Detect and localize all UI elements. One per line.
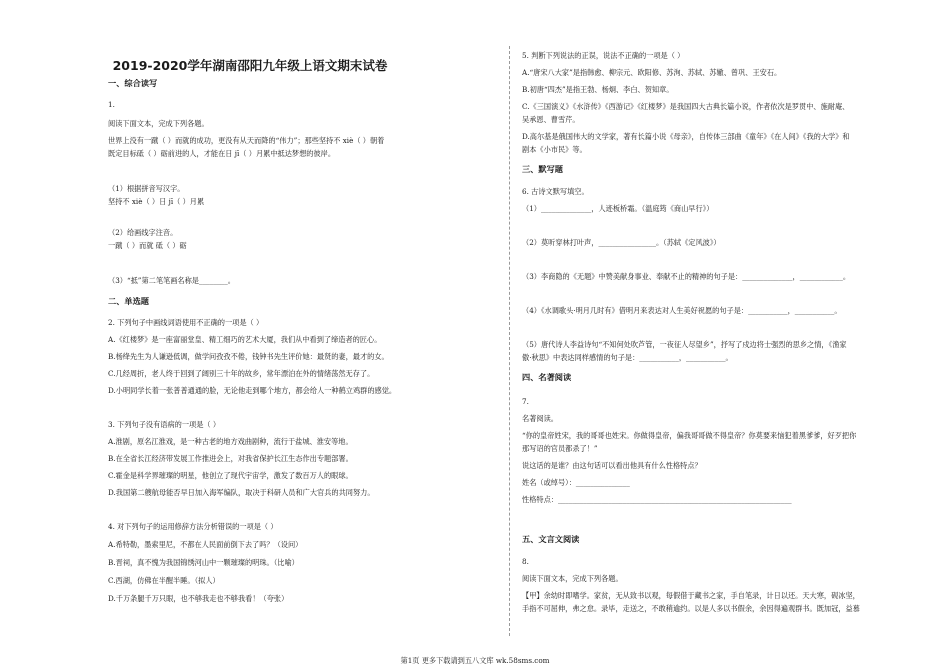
question-intro: 阅读下面文本，完成下列各题。 bbox=[522, 574, 623, 583]
option-b: B.在全省长江经济带发展工作推进会上，对我省保护长江生态作出专题部署。 bbox=[108, 454, 353, 463]
question-number: 7. bbox=[522, 397, 529, 406]
passage-line: 手指不可屈伸，弗之怠。录毕，走送之，不敢稍逾约。以是人多以书假余，余因得遍观群书。既加冠，益慕 bbox=[522, 604, 860, 613]
section-heading: 二、单选题 bbox=[108, 296, 149, 306]
left-column bbox=[108, 0, 498, 642]
right-column bbox=[522, 0, 922, 642]
section-heading: 三、默写题 bbox=[522, 164, 563, 174]
passage-line: 世界上没有一蹴（ ）而就的成功，更没有从天而降的“伟力”；那些坚持不 xiè（ ）朝着 bbox=[108, 136, 385, 145]
section-heading: 五、文言文阅读 bbox=[522, 534, 580, 544]
option-b: B.晋祠，真不愧为我国锦绣河山中一颗璀璨的明珠。（比喻） bbox=[108, 558, 299, 567]
option-c: C.《三国演义》《水浒传》《西游记》《红楼梦》是我国四大古典长篇小说，作者依次是罗贯中、施耐庵、 bbox=[522, 102, 850, 111]
option-d: D.高尔基是俄国伟大的文学家，著有长篇小说《母亲》，自传体三部曲《童年》《在人间》《我的大学》和 bbox=[522, 132, 850, 141]
option-c: C.西湖，仿佛在半醒半睡。（拟人） bbox=[108, 576, 220, 585]
option-b: B.初唐“四杰”是指王勃、杨炯、李白、贺知章。 bbox=[522, 85, 674, 94]
option-b: B.杨绛先生为人谦逊低调，做学问孜孜不倦，钱钟书先生评价她：最贤的妻，最才的女。 bbox=[108, 352, 389, 361]
fill-blank-cont: 傲·秋思》中表达同样感情的句子是：___________，___________。 bbox=[522, 353, 733, 362]
question-intro: 名著阅读。 bbox=[522, 414, 558, 423]
fill-blank: （4）《水调歌头·明月几时有》借明月来表达对人生美好祝愿的句子是：___________，___________。 bbox=[522, 306, 842, 315]
option-d: D.我国第二艘航母能否早日加入海军编队，取决于科研人员和广大官兵的共同努力。 bbox=[108, 488, 375, 497]
section-heading: 四、名著阅读 bbox=[522, 372, 572, 382]
option-a: A.淮剧，原名江淮戏，是一种古老的地方戏曲剧种，流行于盐城、淮安等地。 bbox=[108, 437, 353, 446]
option-d-cont: 剧本《小市民》等。 bbox=[522, 145, 587, 154]
option-a: A.希特勒，墨索里尼，不都在人民面前倒下去了吗？（设问） bbox=[108, 540, 303, 549]
sub-question: （1）根据拼音写汉字。 bbox=[108, 184, 185, 193]
question-number: 8. bbox=[522, 557, 529, 566]
option-d: D.小明同学长着一张普普通通的脸，无论他走到哪个地方，都会给人一种鹤立鸡群的感觉。 bbox=[108, 386, 397, 395]
sub-question-blank: 坚持不 xiè（ ）日 jī（ ）月累 bbox=[108, 197, 205, 206]
sub-question: （2）给画线字注音。 bbox=[108, 228, 178, 237]
passage-line: 既定目标砥（ ）砺前进的人，才能在日 jī（ ）月累中抵达梦想的彼岸。 bbox=[108, 149, 336, 158]
section-heading: 一、综合读写 bbox=[108, 78, 158, 88]
answer-name-line: 姓名（或绰号）：_______________ bbox=[522, 478, 630, 487]
question-stem: 3. 下列句子没有语病的一项是（ ） bbox=[108, 420, 221, 429]
question-stem: 4. 对下列句子的运用修辞方法分析错误的一项是（ ） bbox=[108, 522, 278, 531]
page-title: 2019-2020学年湖南邵阳九年级上语文期末试卷 bbox=[112, 58, 388, 73]
option-a: A.“唐宋八大家”是指韩愈、柳宗元、欧阳修、苏洵、苏轼、苏辙、曾巩、王安石。 bbox=[522, 68, 782, 77]
fill-blank: （5）唐代诗人李益诗句“不知何处吹芦管，一夜征人尽望乡”，抒写了戍边将士强烈的思乡之情，《渔家 bbox=[522, 340, 847, 349]
option-d: D.千万条腿千万只眼，也不够我走也不够我看！（夸张） bbox=[108, 594, 289, 603]
fill-blank: （3）李商隐的《无题》中赞美献身事业、奉献不止的精神的句子是：______________，____________。 bbox=[522, 272, 851, 281]
fill-blank: （2）莫听穿林打叶声，________________。（苏轼《定风波》） bbox=[522, 238, 721, 247]
question-stem: 5. 判断下列说法的正误，说法不正确的一项是（ ） bbox=[522, 51, 685, 60]
option-a: A.《红楼梦》是一座富丽堂皇、精工细巧的艺术大厦，我们从中看到了缔造者的匠心。 bbox=[108, 335, 382, 344]
question-number: 1. bbox=[108, 100, 115, 109]
question-ask: 说这话的是谁？由这句话可以看出他具有什么性格特点？ bbox=[522, 461, 702, 470]
fill-blank: （1）______________，人迹板桥霜。（温庭筠《商山早行》） bbox=[522, 204, 714, 213]
question-stem: 2. 下列句子中画线词语使用不正确的一项是（ ） bbox=[108, 318, 264, 327]
answer-trait-line: 性格特点：_________________________________________________________________ bbox=[522, 495, 792, 504]
passage-line: “你的皇帝姓宋，我的哥哥也姓宋。你做得皇帝，偏我哥哥做不得皇帝？你莫要来恼犯着黑爹爹，好歹把你 bbox=[522, 431, 857, 440]
option-c: C.几经周折，老人终于回到了阔别三十年的故乡，常年漂泊在外的情绪荡然无存了。 bbox=[108, 369, 375, 378]
option-c: C.霍金是科学界璀璨的明星，他创立了现代宇宙学，激发了数百万人的眼球。 bbox=[108, 471, 353, 480]
page-footer: 第1页 更多下载请到五八文库 wk.58sms.com bbox=[400, 656, 550, 665]
sub-question-blank: 一蹴（ ）而就 砥（ ）砺 bbox=[108, 241, 187, 250]
option-c-cont: 吴承恩、曹雪芹。 bbox=[522, 115, 580, 124]
passage-line: 那写诏的官员都杀了！” bbox=[522, 444, 598, 453]
column-divider bbox=[509, 46, 510, 636]
passage-line: 【甲】余幼时即嗜学。家贫，无从致书以观，每假借于藏书之家，手自笔录，计日以还。天大寒，砚冰坚， bbox=[522, 591, 860, 600]
question-intro: 阅读下面文本，完成下列各题。 bbox=[108, 119, 209, 128]
sub-question: （3）“抵”第二笔笔画名称是________。 bbox=[108, 276, 235, 285]
question-stem: 6. 古诗文默写填空。 bbox=[522, 187, 589, 196]
